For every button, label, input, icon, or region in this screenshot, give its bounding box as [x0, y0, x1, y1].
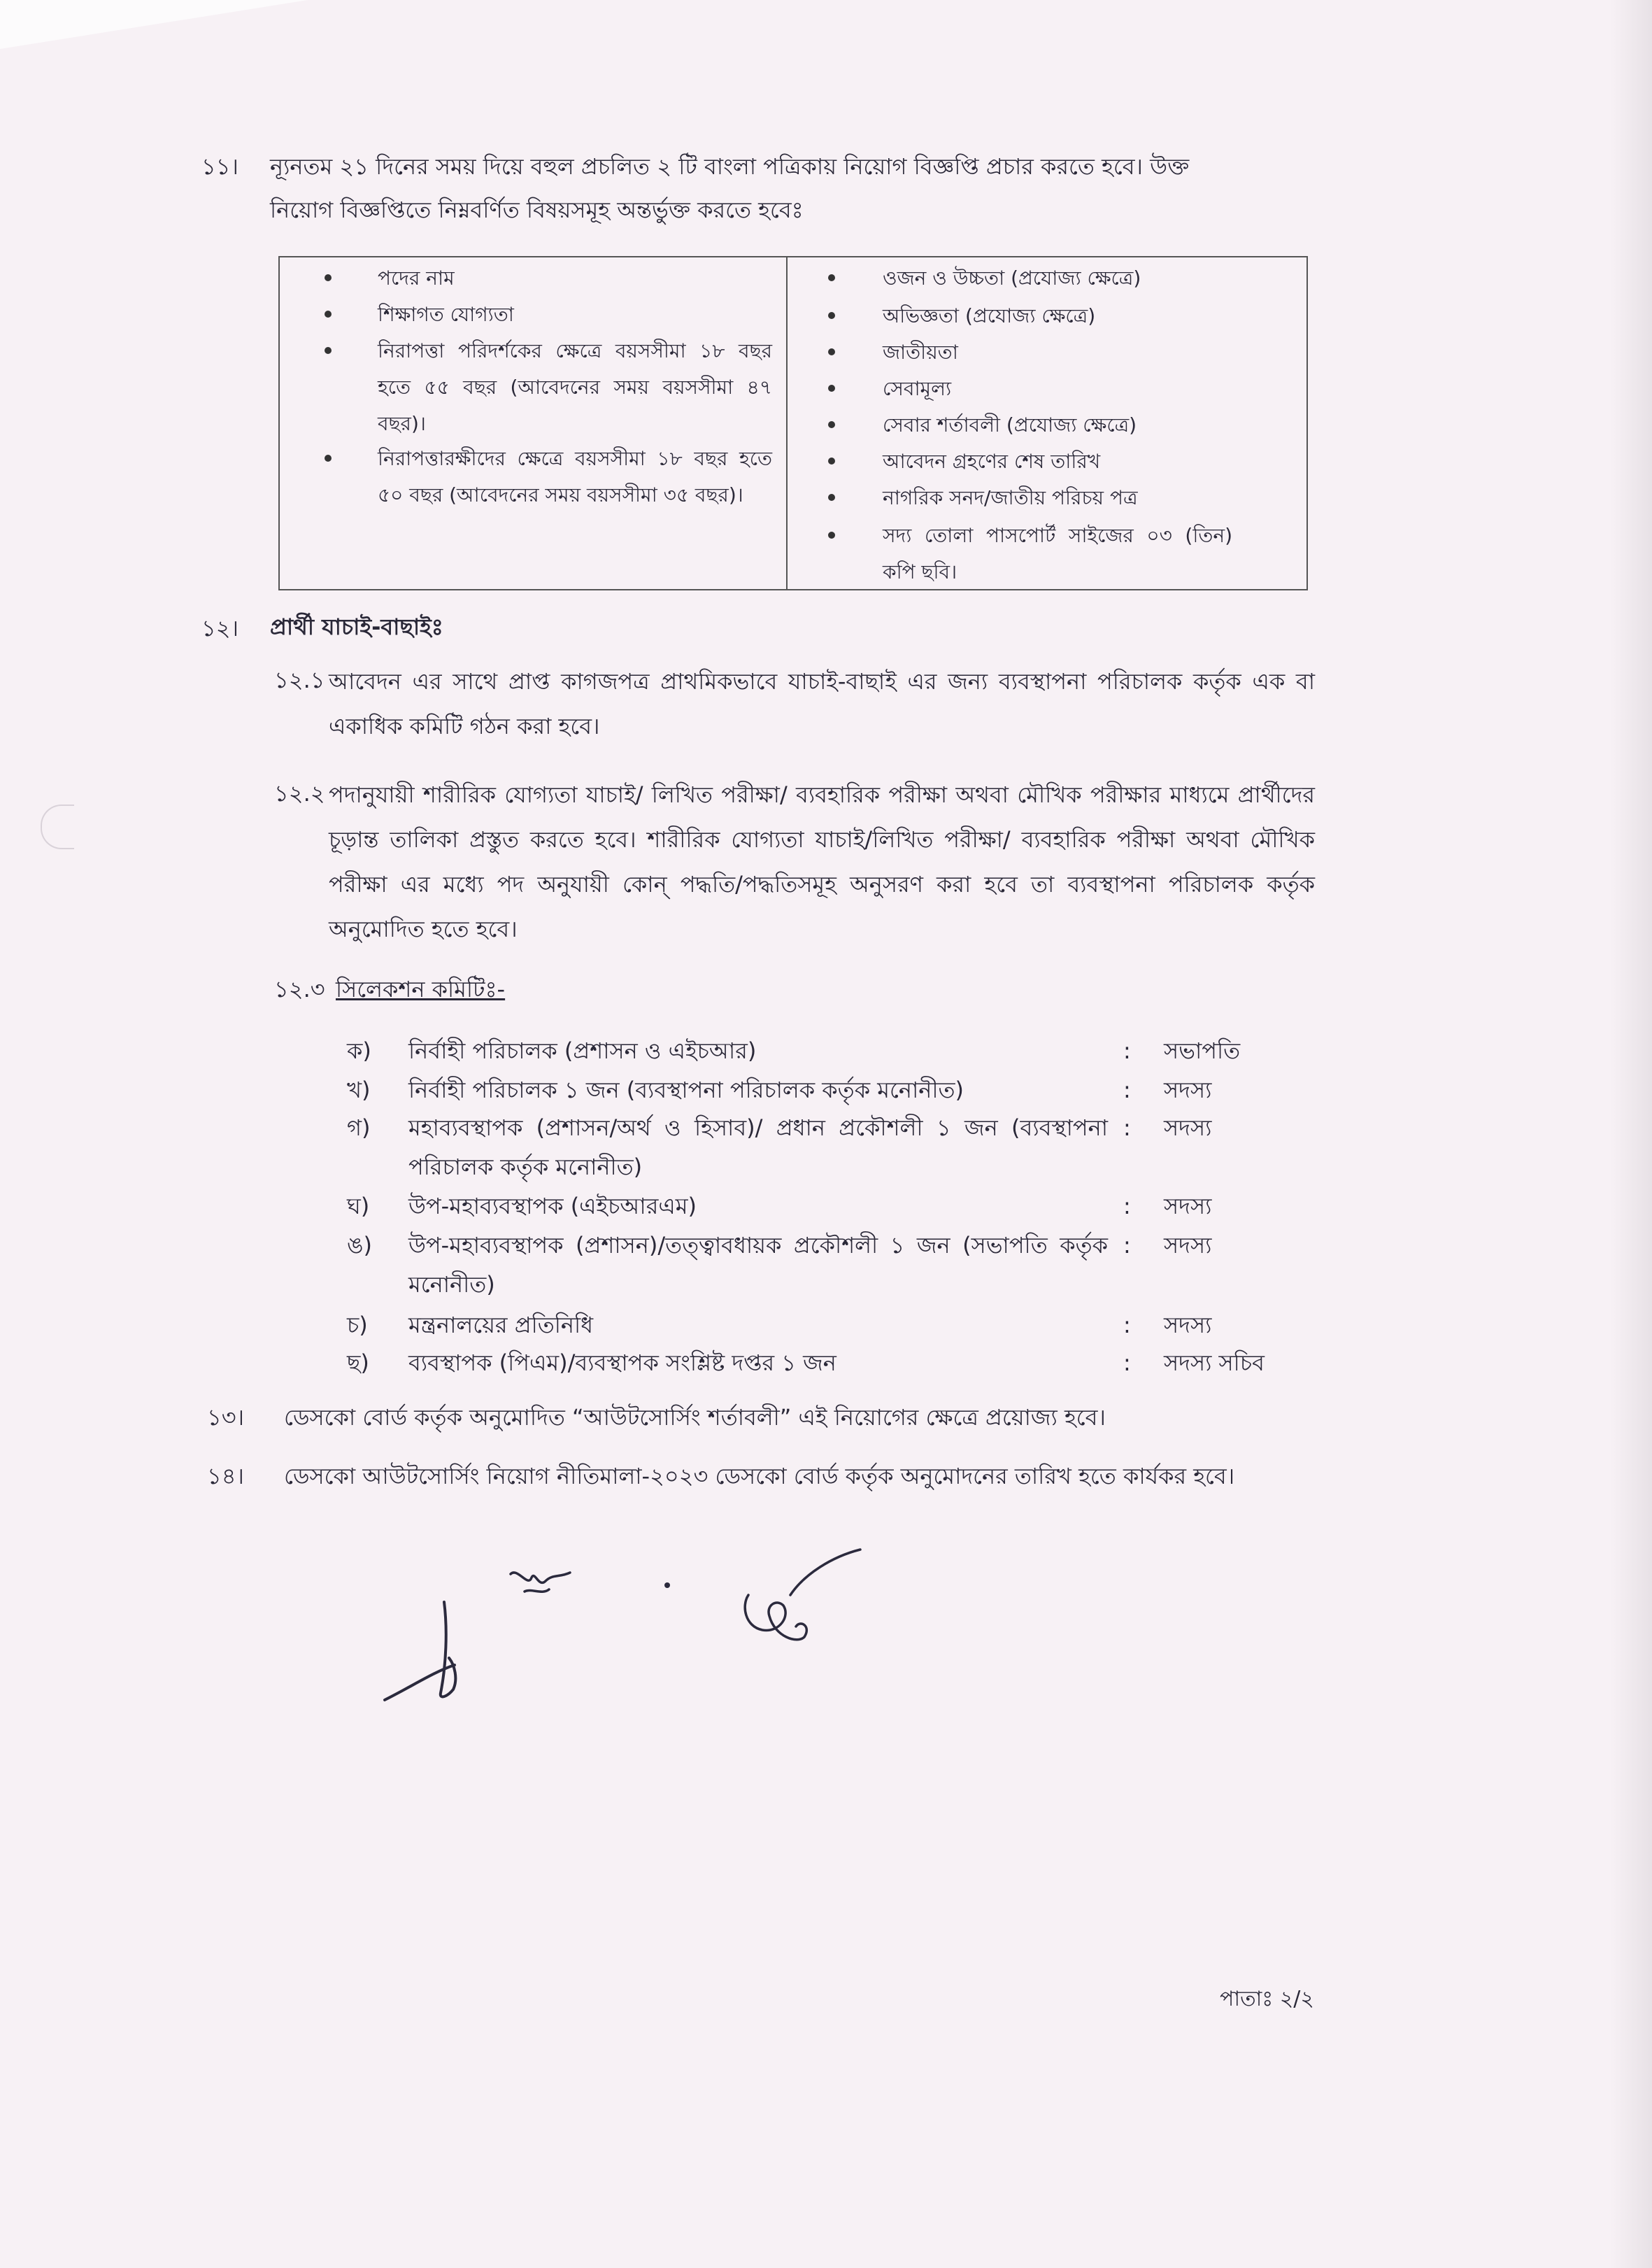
- item-12-number: ১২।: [201, 615, 239, 642]
- committee-colon: :: [1123, 1349, 1131, 1376]
- bullet: [828, 385, 835, 392]
- committee-role: সদস্য: [1164, 1193, 1212, 1219]
- committee-colon: :: [1123, 1077, 1131, 1103]
- item-13-text: ডেসকো বোর্ড কর্তৃক অনুমোদিত “আউটসোর্সিং শর্তাবলী” এই নিয়োগের ক্ষেত্রে প্রয়োজ্য হবে।: [284, 1404, 1106, 1431]
- left-item: পদের নাম: [378, 267, 455, 290]
- page-number: পাতাঃ ২/২: [1220, 1987, 1314, 2011]
- bullet: [828, 458, 835, 465]
- committee-label: ক): [347, 1037, 371, 1064]
- item-12-1-text: আবেদন এর সাথে প্রাপ্ত কাগজপত্র প্রাথমিকভাবে যাচাই-বাছাই এর জন্য ব্যবস্থাপনা পরিচালক কর্তৃক এক বা একাধিক কমিটি গঠন করা হবে।: [329, 668, 1315, 739]
- bullet: [828, 312, 835, 319]
- committee-member: নির্বাহী পরিচালক (প্রশাসন ও এইচআর): [408, 1037, 757, 1064]
- left-item: শিক্ষাগত যোগ্যতা: [378, 303, 514, 326]
- committee-colon: :: [1123, 1114, 1131, 1141]
- committee-role: সদস্য সচিব: [1164, 1349, 1265, 1376]
- committee-role: সভাপতি: [1164, 1037, 1241, 1064]
- signature-1: [371, 1560, 511, 1721]
- advertisement-contents-table: [278, 256, 1308, 590]
- item-12-heading: প্রার্থী যাচাই-বাছাইঃ: [270, 614, 443, 640]
- committee-member: উপ-মহাব্যবস্থাপক (প্রশাসন)/তত্ত্বাবধায়ক প্রকৌশলী ১ জন (সভাপতি কর্তৃক মনোনীত): [408, 1232, 1108, 1298]
- right-item: নাগরিক সনদ/জাতীয় পরিচয় পত্র: [883, 486, 1138, 509]
- committee-role: সদস্য: [1164, 1114, 1212, 1141]
- committee-label: গ): [347, 1114, 371, 1141]
- bullet: [828, 532, 835, 539]
- committee-label: চ): [347, 1312, 368, 1338]
- bullet: [828, 274, 835, 281]
- item-11-number: ১১।: [201, 153, 238, 180]
- committee-role: সদস্য: [1164, 1232, 1212, 1259]
- item-12-3-number: ১২.৩: [274, 976, 325, 1002]
- committee-member: মহাব্যবস্থাপক (প্রশাসন/অর্থ ও হিসাব)/ প্রধান প্রকৌশলী ১ জন (ব্যবস্থাপনা পরিচালক কর্তৃক মনোনীত): [408, 1114, 1108, 1180]
- item-11-line-1: ন্যূনতম ২১ দিনের সময় দিয়ে বহুল প্রচলিত ২ টি বাংলা পত্রিকায় নিয়োগ বিজ্ঞপ্তি প্রচার করতে হবে। উক্ত: [270, 153, 1190, 180]
- right-item: আবেদন গ্রহণের শেষ তারিখ: [883, 450, 1101, 473]
- left-item: নিরাপত্তারক্ষীদের ক্ষেত্রে বয়সসীমা ১৮ বছর হতে ৫০ বছর (আবেদনের সময় বয়সসীমা ৩৫ বছর)।: [378, 447, 772, 506]
- right-item: সদ্য তোলা পাসপোর্ট সাইজের ০৩ (তিন) কপি ছবি।: [883, 524, 1232, 583]
- committee-label: ছ): [347, 1349, 369, 1376]
- signature-2: [504, 1560, 581, 1623]
- bullet: [325, 274, 332, 281]
- committee-colon: :: [1123, 1312, 1131, 1338]
- item-12-2-number: ১২.২: [274, 780, 325, 807]
- bullet: [828, 348, 835, 355]
- bullet: [828, 494, 835, 501]
- bullet: [828, 421, 835, 428]
- committee-member: নির্বাহী পরিচালক ১ জন (ব্যবস্থাপনা পরিচালক কর্তৃক মনোনীত): [408, 1077, 964, 1103]
- committee-label: ঙ): [347, 1232, 372, 1259]
- right-item: অভিজ্ঞতা (প্রযোজ্য ক্ষেত্রে): [883, 304, 1096, 327]
- ink-dot: [664, 1582, 670, 1588]
- page-edge-shadow: [1610, 0, 1652, 2268]
- committee-colon: :: [1123, 1232, 1131, 1259]
- committee-member: উপ-মহাব্যবস্থাপক (এইচআরএম): [408, 1193, 697, 1219]
- bullet: [325, 311, 332, 318]
- item-13-number: ১৩।: [207, 1404, 245, 1431]
- bullet: [325, 455, 332, 462]
- item-14-text: ডেসকো আউটসোর্সিং নিয়োগ নীতিমালা-২০২৩ ডেসকো বোর্ড কর্তৃক অনুমোদনের তারিখ হতে কার্যকর হবে।: [284, 1463, 1235, 1489]
- committee-member: মন্ত্রনালয়ের প্রতিনিধি: [408, 1312, 594, 1338]
- right-item: সেবার শর্তাবলী (প্রযোজ্য ক্ষেত্রে): [883, 413, 1137, 437]
- right-item: সেবামূল্য: [883, 377, 952, 400]
- item-12-2-text: পদানুযায়ী শারীরিক যোগ্যতা যাচাই/ লিখিত পরীক্ষা/ ব্যবহারিক পরীক্ষা অথবা মৌখিক পরীক্ষার মাধ্যমে প্রার্থীদের চূড়ান্ত তালিকা প্রস্তুত করতে হবে। শারীরিক যোগ্যতা যাচাই/লিখিত পরীক্ষা/ ব্যবহারিক পরীক্ষা অথবা মৌখিক পরীক্ষা এর মধ্যে পদ অনুযায়ী কোন্ পদ্ধতি/পদ্ধতিসমূহ অনুসরণ করা হবে তা ব্যবস্থাপনা পরিচালক কর্তৃক অনুমোদিত হতে হবে।: [329, 781, 1315, 942]
- committee-label: খ): [347, 1077, 371, 1103]
- table-divider: [786, 257, 788, 589]
- committee-label: ঘ): [347, 1193, 370, 1219]
- right-item: জাতীয়তা: [883, 341, 958, 364]
- committee-member: ব্যবস্থাপক (পিএম)/ব্যবস্থাপক সংশ্লিষ্ট দপ্তর ১ জন: [408, 1349, 836, 1376]
- right-item: ওজন ও উচ্চতা (প্রযোজ্য ক্ষেত্রে): [883, 267, 1141, 290]
- committee-role: সদস্য: [1164, 1312, 1212, 1338]
- folded-corner: [0, 0, 308, 49]
- signature-3: [720, 1539, 881, 1672]
- bullet: [325, 347, 332, 354]
- committee-colon: :: [1123, 1193, 1131, 1219]
- item-14-number: ১৪।: [207, 1463, 244, 1489]
- committee-colon: :: [1123, 1037, 1131, 1064]
- item-12-1-number: ১২.১: [274, 667, 325, 693]
- left-item: নিরাপত্তা পরিদর্শকের ক্ষেত্রে বয়সসীমা ১৮ বছর হতে ৫৫ বছর (আবেদনের সময় বয়সসীমা ৪৭ বছর)।: [378, 339, 772, 435]
- selection-committee-heading: সিলেকশন কমিটিঃ-: [336, 976, 506, 1002]
- punch-hole: [41, 805, 74, 849]
- committee-role: সদস্য: [1164, 1077, 1212, 1103]
- item-11-line-2: নিয়োগ বিজ্ঞপ্তিতে নিম্নবর্ণিত বিষয়সমূহ অন্তর্ভুক্ত করতে হবেঃ: [270, 197, 804, 223]
